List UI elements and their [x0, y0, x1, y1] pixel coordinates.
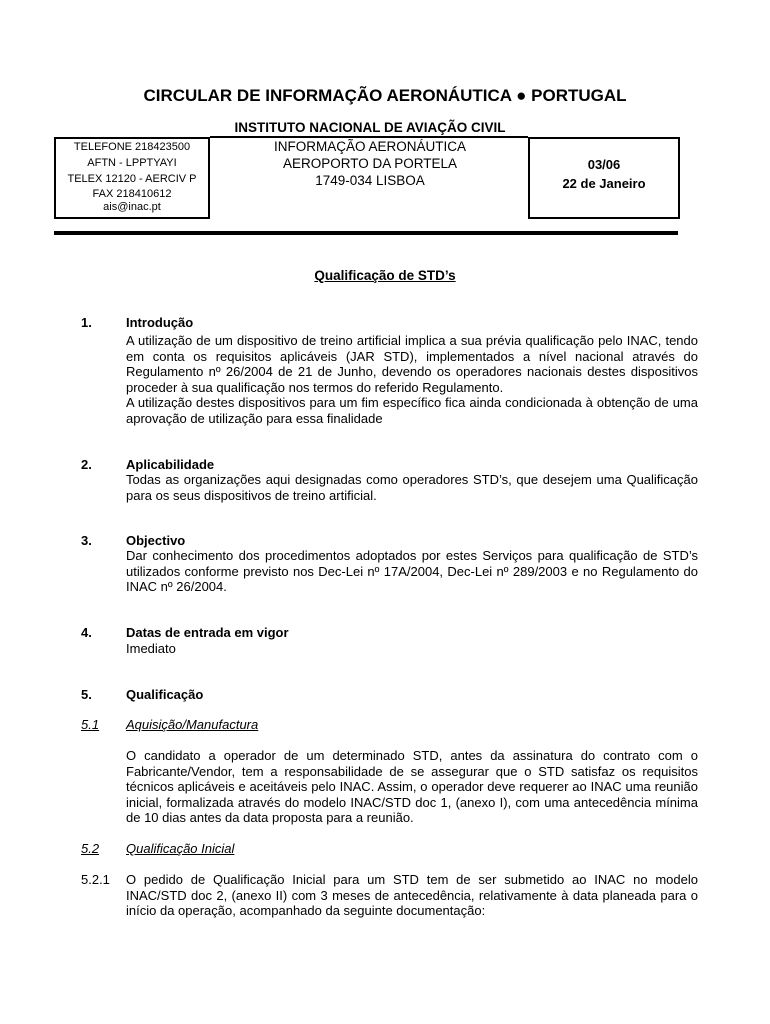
section-number: 5. — [81, 687, 92, 702]
section-body — [126, 472, 698, 503]
section-heading: Datas de entrada em vigor — [126, 625, 289, 640]
clause-body — [126, 872, 698, 919]
subsection-heading: Aquisição/Manufactura — [126, 717, 259, 732]
contact-fax: FAX 218410612 — [92, 187, 172, 200]
circular-number: 03/06 — [587, 157, 621, 172]
section-number: 4. — [81, 625, 92, 640]
paragraph: A utilização de um dispositivo de treino artificial implica a sua prévia qualificação pelo INAC, tendo em conta os requisitos aplicáveis (JAR STD), implementados a nível nacional através do Regulamento nº 26/2004 de 21 de Junho, devendo os operadores nacionais destes dispositivos proceder à sua qualificação nos termos do referido Regulamento. — [126, 333, 698, 395]
institute-line-3: 1749-034 LISBOA — [315, 173, 425, 188]
section-number: 3. — [81, 533, 92, 548]
contact-aftn: AFTN - LPPTYAYI — [87, 156, 177, 169]
section-number: 1. — [81, 315, 92, 330]
subsection-number: 5.1 — [81, 717, 100, 732]
section-heading: Objectivo — [126, 533, 186, 548]
contact-email: ais@inac.pt — [103, 200, 161, 213]
contact-telex: TELEX 12120 - AERCIV P — [67, 173, 197, 185]
paragraph: O pedido de Qualificação Inicial para um STD tem de ser submetido ao INAC no modelo INAC/STD doc 2, (anexo II) com 3 meses de antecedência, relativamente à data planeada para o início da operação, acompanhado da seguinte documentação: — [126, 872, 698, 919]
document-title: Qualificação de STD’s — [314, 268, 456, 283]
subsection-body — [126, 748, 698, 826]
section-body — [126, 333, 698, 427]
institute-name: INSTITUTO NACIONAL DE AVIAÇÃO CIVIL — [234, 120, 506, 135]
paragraph: Todas as organizações aqui designadas como operadores STD’s, que desejem uma Qualificação para os seus dispositivos de treino artificial. — [126, 472, 698, 503]
paragraph: A utilização destes dispositivos para um fim específico fica ainda condicionada à obtenção de uma aprovação de utilização para essa finalidade — [126, 395, 698, 426]
circular-title: CIRCULAR DE INFORMAÇÃO AERONÁUTICA ● PORTUGAL — [143, 86, 627, 105]
section-heading: Aplicabilidade — [126, 457, 215, 472]
clause-number: 5.2.1 — [81, 872, 110, 887]
section-heading: Qualificação — [126, 687, 204, 702]
subsection-number: 5.2 — [81, 841, 100, 856]
contact-telephone: TELEFONE 218423500 — [73, 141, 191, 153]
subsection-heading: Qualificação Inicial — [126, 841, 235, 856]
paragraph: Dar conhecimento dos procedimentos adoptados por estes Serviços para qualificação de STD’s utilizados conforme previsto nos Dec-Lei nº 17A/2004, Dec-Lei nº 289/2003 e no Regulamento do INAC nº 26/2004. — [126, 548, 698, 595]
institute-address — [200, 138, 540, 189]
section-body — [126, 641, 698, 657]
header-divider — [54, 231, 678, 235]
reference-box — [528, 137, 680, 219]
paragraph: O candidato a operador de um determinado STD, antes da assinatura do contrato com o Fabricante/Vendor, tem a responsabilidade de se assegurar que o STD satisfaz os requisitos técnicos aplicáveis e aceitáveis pelo INAC. Assim, o operador deve requerer ao INAC uma reunião inicial, formalizada através do modelo INAC/STD doc 1, (anexo I), com uma antecedência mínima de 10 dias antes da data proposta para a reunião. — [126, 748, 698, 826]
institute-line-2: AEROPORTO DA PORTELA — [282, 156, 458, 171]
circular-date: 22 de Janeiro — [562, 176, 646, 191]
contact-box — [54, 137, 210, 219]
paragraph: Imediato — [126, 641, 176, 656]
section-heading: Introdução — [126, 315, 194, 330]
section-number: 2. — [81, 457, 92, 472]
section-body — [126, 548, 698, 595]
institute-line-1: INFORMAÇÃO AERONÁUTICA — [273, 139, 467, 154]
